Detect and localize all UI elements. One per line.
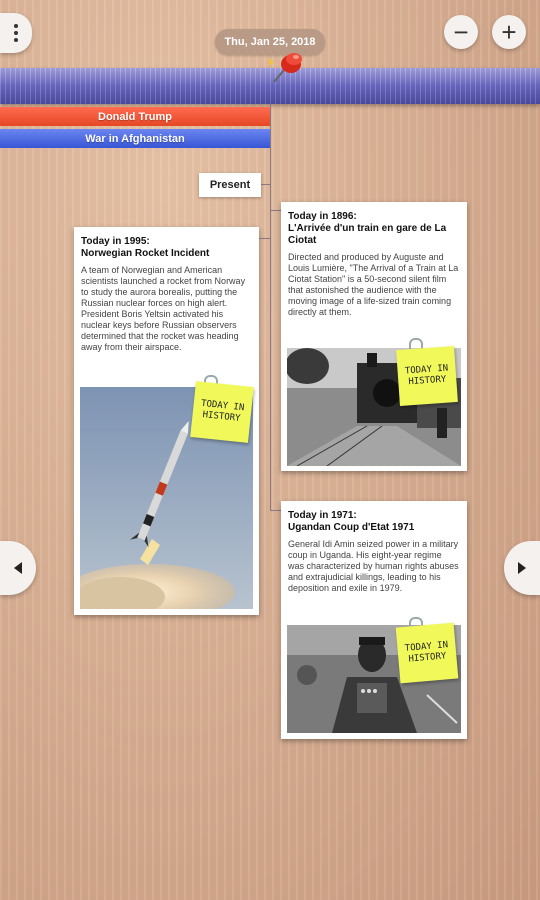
today-in-history-note: TODAY IN HISTORY bbox=[396, 623, 459, 684]
card-title: Ugandan Coup d'Etat 1971 bbox=[288, 522, 415, 533]
history-card[interactable] bbox=[74, 227, 259, 615]
card-description: Directed and produced by Auguste and Louis Lumière, "The Arrival of a Train at La Ciotat Station" is a 50-second silent film that astonished the audience with the moving image of a life-sized train coming directly at them. bbox=[288, 252, 459, 317]
next-button[interactable] bbox=[504, 541, 540, 595]
today-in-history-note: TODAY IN HISTORY bbox=[190, 381, 254, 443]
zoom-out-button[interactable] bbox=[444, 15, 478, 49]
more-vertical-icon bbox=[14, 24, 18, 42]
card-description: A team of Norwegian and American scientists launched a rocket from Norway to study the aurora borealis, putting the Russian nuclear forces on high alert. President Boris Yeltsin activated his nuclear keys before Russian observers determined that the rocket was heading away from their airspace. bbox=[81, 265, 246, 352]
chevron-left-icon bbox=[14, 562, 22, 574]
era-donald-trump[interactable]: Donald Trump bbox=[0, 107, 270, 126]
push-pin-icon[interactable] bbox=[264, 48, 312, 88]
present-connector bbox=[261, 184, 270, 185]
menu-button[interactable] bbox=[0, 13, 32, 53]
card-description: General Idi Amin seized power in a military coup in Uganda. His eight-year regime was characterized by human rights abuses and extrajudicial killings, leading to his deposition and exile in 1979. bbox=[288, 539, 459, 593]
plus-icon: + bbox=[501, 17, 517, 47]
current-date-label: Thu, Jan 25, 2018 bbox=[215, 29, 325, 55]
zoom-in-button[interactable] bbox=[492, 15, 526, 49]
card-year: Today in 1971: bbox=[288, 510, 357, 521]
history-card[interactable] bbox=[281, 202, 467, 471]
card-year: Today in 1896: bbox=[288, 211, 357, 222]
card-title: L'Arrivée d'un train en gare de La Ciotat bbox=[288, 223, 447, 246]
card-year: Today in 1995: bbox=[81, 236, 150, 247]
minus-icon: − bbox=[453, 17, 469, 47]
timeline-connector bbox=[270, 104, 271, 511]
era-war-in-afghanistan[interactable]: War in Afghanistan bbox=[0, 129, 270, 148]
card-connector bbox=[258, 238, 270, 239]
present-marker[interactable]: Present bbox=[199, 173, 261, 197]
chevron-right-icon bbox=[518, 562, 526, 574]
previous-button[interactable] bbox=[0, 541, 36, 595]
today-in-history-note: TODAY IN HISTORY bbox=[396, 346, 458, 406]
history-card[interactable] bbox=[281, 501, 467, 739]
card-title: Norwegian Rocket Incident bbox=[81, 248, 210, 259]
